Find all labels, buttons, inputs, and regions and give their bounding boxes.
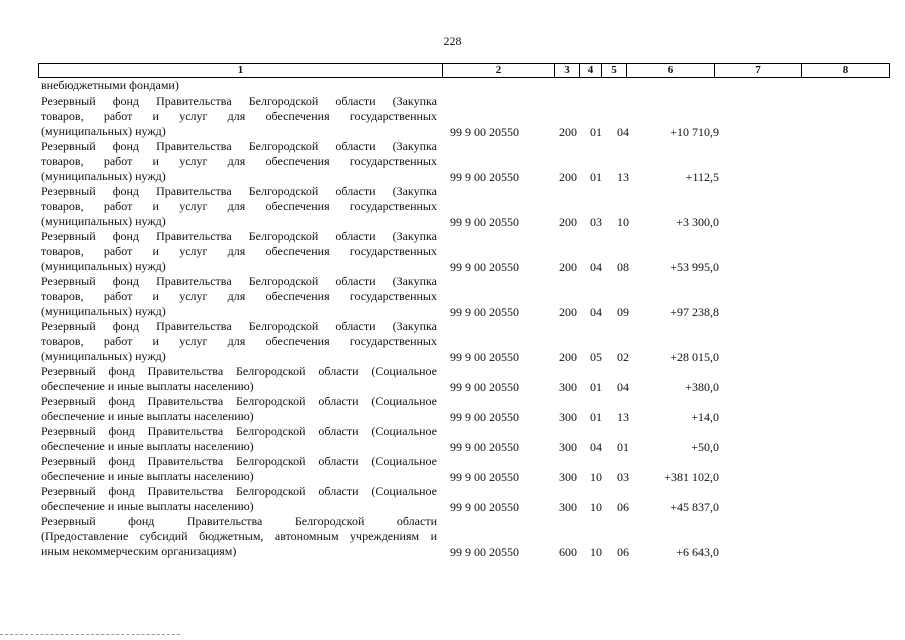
description-line: обеспечение и иные выплаты населению): [41, 379, 254, 393]
description-line: товаров, работ и услуг для обеспечения государственных: [41, 154, 437, 168]
section: 10: [590, 470, 602, 484]
subsection: 03: [617, 470, 629, 484]
col-header-5: 5: [602, 64, 627, 78]
bottom-rule: [0, 634, 180, 636]
subsection: 10: [617, 215, 629, 229]
description-line: товаров, работ и услуг для обеспечения государственных: [41, 109, 437, 123]
description-line: товаров, работ и услуг для обеспечения государственных: [41, 199, 437, 213]
row-description: [41, 229, 437, 274]
description-line: (муниципальных) нужд): [41, 124, 166, 138]
section: 03: [590, 215, 602, 229]
description-line: Резервный фонд Правительства Белгородской области (Закупка: [41, 274, 437, 288]
description-line: обеспечение и иные выплаты населению): [41, 469, 254, 483]
amount: +3 300,0: [676, 215, 719, 229]
row-description: [41, 454, 437, 484]
section: 04: [590, 440, 602, 454]
subsection: 04: [617, 125, 629, 139]
continuation-text: внебюджетными фондами): [41, 78, 179, 92]
target-code: 99 9 00 20550: [450, 380, 519, 394]
expense-type: 200: [559, 350, 577, 364]
col-header-8: 8: [802, 64, 890, 78]
target-code: 99 9 00 20550: [450, 545, 519, 559]
section: 01: [590, 170, 602, 184]
description-line: (муниципальных) нужд): [41, 259, 166, 273]
description-line: товаров, работ и услуг для обеспечения государственных: [41, 334, 437, 348]
amount: +381 102,0: [664, 470, 719, 484]
subsection: 01: [617, 440, 629, 454]
amount: +6 643,0: [676, 545, 719, 559]
row-description: [41, 274, 437, 319]
description-line: иным некоммерческим организациям): [41, 544, 237, 558]
description-line: (муниципальных) нужд): [41, 349, 166, 363]
description-line: обеспечение и иные выплаты населению): [41, 499, 254, 513]
expense-type: 300: [559, 440, 577, 454]
description-line: (муниципальных) нужд): [41, 304, 166, 318]
subsection: 08: [617, 260, 629, 274]
subsection: 09: [617, 305, 629, 319]
description-line: Резервный фонд Правительства Белгородской области (Социальное: [41, 454, 437, 468]
subsection: 13: [617, 170, 629, 184]
col-header-6: 6: [627, 64, 715, 78]
row-description: [41, 364, 437, 394]
description-line: Резервный фонд Правительства Белгородской области (Социальное: [41, 394, 437, 408]
description-line: Резервный фонд Правительства Белгородской области (Социальное: [41, 424, 437, 438]
subsection: 06: [617, 500, 629, 514]
expense-type: 200: [559, 215, 577, 229]
description-line: обеспечение и иные выплаты населению): [41, 439, 254, 453]
description-line: Резервный фонд Правительства Белгородской области (Закупка: [41, 139, 437, 153]
description-line: Резервный фонд Правительства Белгородской области: [41, 514, 437, 528]
col-header-2: 2: [443, 64, 555, 78]
subsection: 06: [617, 545, 629, 559]
col-header-4: 4: [580, 64, 602, 78]
expense-type: 200: [559, 125, 577, 139]
target-code: 99 9 00 20550: [450, 350, 519, 364]
row-description: [41, 184, 437, 229]
expense-type: 300: [559, 470, 577, 484]
section: 10: [590, 500, 602, 514]
subsection: 02: [617, 350, 629, 364]
row-description: [41, 139, 437, 184]
amount: +45 837,0: [670, 500, 719, 514]
row-description: [41, 424, 437, 454]
amount: +10 710,9: [670, 125, 719, 139]
expense-type: 300: [559, 380, 577, 394]
subsection: 13: [617, 410, 629, 424]
description-line: (Предоставление субсидий бюджетным, автономным учреждениям и: [41, 529, 437, 543]
expense-type: 200: [559, 305, 577, 319]
description-line: Резервный фонд Правительства Белгородской области (Закупка: [41, 184, 437, 198]
expense-type: 200: [559, 170, 577, 184]
expense-type: 300: [559, 410, 577, 424]
subsection: 04: [617, 380, 629, 394]
description-line: Резервный фонд Правительства Белгородской области (Закупка: [41, 229, 437, 243]
expense-type: 600: [559, 545, 577, 559]
row-description: [41, 94, 437, 139]
target-code: 99 9 00 20550: [450, 215, 519, 229]
description-line: Резервный фонд Правительства Белгородской области (Закупка: [41, 319, 437, 333]
amount: +112,5: [685, 170, 719, 184]
target-code: 99 9 00 20550: [450, 305, 519, 319]
description-line: Резервный фонд Правительства Белгородской области (Социальное: [41, 484, 437, 498]
description-line: (муниципальных) нужд): [41, 214, 166, 228]
section: 04: [590, 260, 602, 274]
row-description: [41, 319, 437, 364]
section: 01: [590, 125, 602, 139]
col-header-1: 1: [39, 64, 443, 78]
description-line: товаров, работ и услуг для обеспечения государственных: [41, 244, 437, 258]
target-code: 99 9 00 20550: [450, 125, 519, 139]
col-header-3: 3: [555, 64, 580, 78]
section: 01: [590, 380, 602, 394]
amount: +53 995,0: [670, 260, 719, 274]
description-line: (муниципальных) нужд): [41, 169, 166, 183]
page-number: 228: [443, 34, 462, 48]
target-code: 99 9 00 20550: [450, 440, 519, 454]
amount: +14,0: [691, 410, 719, 424]
row-description: [41, 484, 437, 514]
row-description: [41, 394, 437, 424]
section: 10: [590, 545, 602, 559]
amount: +28 015,0: [670, 350, 719, 364]
target-code: 99 9 00 20550: [450, 410, 519, 424]
section: 04: [590, 305, 602, 319]
target-code: 99 9 00 20550: [450, 470, 519, 484]
amount: +97 238,8: [670, 305, 719, 319]
col-header-7: 7: [715, 64, 802, 78]
expense-type: 200: [559, 260, 577, 274]
expense-type: 300: [559, 500, 577, 514]
description-line: обеспечение и иные выплаты населению): [41, 409, 254, 423]
section: 01: [590, 410, 602, 424]
amount: +50,0: [691, 440, 719, 454]
target-code: 99 9 00 20550: [450, 260, 519, 274]
target-code: 99 9 00 20550: [450, 170, 519, 184]
description-line: Резервный фонд Правительства Белгородской области (Социальное: [41, 364, 437, 378]
target-code: 99 9 00 20550: [450, 500, 519, 514]
row-description: [41, 514, 437, 559]
amount: +380,0: [685, 380, 719, 394]
section: 05: [590, 350, 602, 364]
description-line: товаров, работ и услуг для обеспечения государственных: [41, 289, 437, 303]
description-line: Резервный фонд Правительства Белгородской области (Закупка: [41, 94, 437, 108]
